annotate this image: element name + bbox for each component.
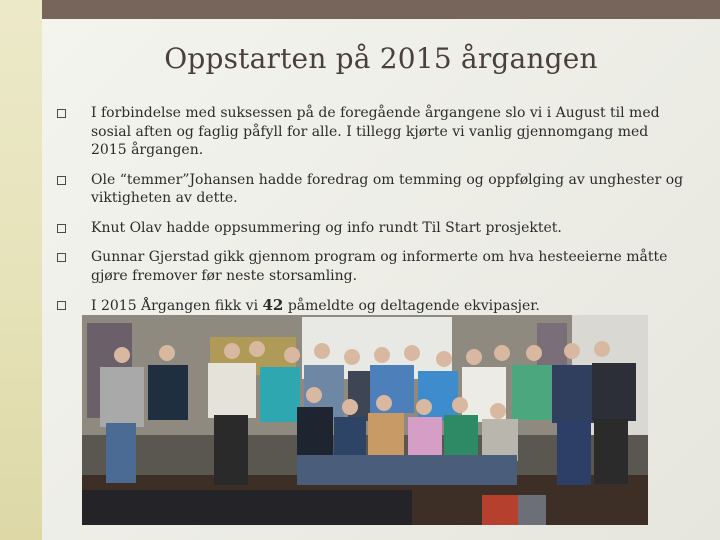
bullet-text: I forbindelse med suksessen på de foregående årgangene slo vi i August til med sosial aften og faglig påfyll for alle. I tillegg kjørte vi vanlig gjennomgang med 2015 årgangen. bbox=[91, 105, 660, 158]
group-photo-illustration bbox=[82, 315, 648, 525]
square-bullet-icon bbox=[57, 224, 66, 233]
bullet-text: Ole “temmer”Johansen hadde foredrag om temming og oppfølging av unghester og viktigheten av dette. bbox=[91, 171, 684, 206]
bullet-item bbox=[55, 171, 685, 208]
square-bullet-icon bbox=[57, 253, 66, 262]
bullet-text: Gunnar Gjerstad gikk gjennom program og informerte om hva hesteeierne måtte gjøre fremover før neste storsamling. bbox=[91, 249, 668, 284]
group-photo bbox=[82, 315, 648, 525]
bullet-item bbox=[55, 104, 685, 160]
bullet-text-before: I 2015 Årgangen fikk vi bbox=[91, 298, 263, 314]
square-bullet-icon bbox=[57, 176, 66, 185]
bullet-text: Knut Olav hadde oppsummering og info rundt Til Start prosjektet. bbox=[91, 219, 562, 236]
slide-title: Oppstarten på 2015 årgangen bbox=[164, 42, 598, 75]
square-bullet-icon bbox=[57, 109, 66, 118]
square-bullet-icon bbox=[57, 301, 66, 310]
bullet-item bbox=[55, 296, 685, 316]
left-accent-strip bbox=[0, 0, 42, 540]
bullet-text-after: påmeldte og deltagende ekvipasjer. bbox=[283, 298, 540, 314]
bullet-item bbox=[55, 248, 685, 285]
top-color-bar bbox=[42, 0, 720, 19]
bullet-list bbox=[55, 104, 685, 327]
bullet-item bbox=[55, 219, 685, 238]
participant-count: 42 bbox=[262, 296, 284, 314]
